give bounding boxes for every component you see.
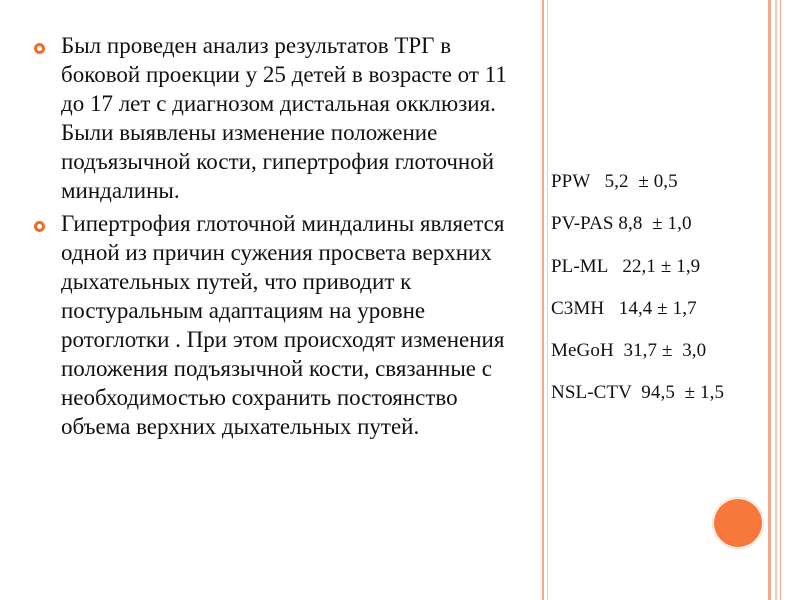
decorative-stripe <box>775 0 777 600</box>
bullet-text: Был проведен анализ результатов ТРГ в боковой проекции у 25 детей в возрасте от 11 до 17 лет с диагнозом дистальная окклюзия. Были выявлены изменение положение подъязычной кости, гипертрофия глоточной миндалины. <box>61 33 507 203</box>
bullet-item-analysis <box>34 32 514 205</box>
decorative-stripe <box>547 0 548 600</box>
bullet-text: Гипертрофия глоточной миндалины является одной из причин сужения просвета верхних дыхательных путей, что приводит к постуральным адаптациям на уровне ротоглотки . При этом происходят изменения положения подъязычной кости, связанные с необходимостью сохранить постоянство объема верхних дыхательных путей. <box>61 211 505 439</box>
measurement-pv-pas: PV-PAS 8,8 ± 1,0 <box>551 213 692 235</box>
circle-bullet-icon <box>34 43 45 54</box>
bullet-list <box>34 32 514 447</box>
decorative-stripe <box>542 0 544 600</box>
measurement-c3mh: C3MH 14,4 ± 1,7 <box>551 297 697 319</box>
measurement-pl-ml: PL-ML 22,1 ± 1,9 <box>551 255 701 277</box>
measurement-nsl-ctv: NSL-CTV 94,5 ± 1,5 <box>551 382 725 404</box>
measurement-megoh: MeGoH 31,7 ± 3,0 <box>551 340 707 362</box>
measurement-ppw: PPW 5,2 ± 0,5 <box>551 171 678 192</box>
circle-bullet-icon <box>34 221 45 232</box>
bullet-item-hypertrophy <box>34 210 514 441</box>
measurement-list <box>551 171 771 425</box>
decorative-circle <box>714 499 762 547</box>
decorative-stripe <box>780 0 781 600</box>
